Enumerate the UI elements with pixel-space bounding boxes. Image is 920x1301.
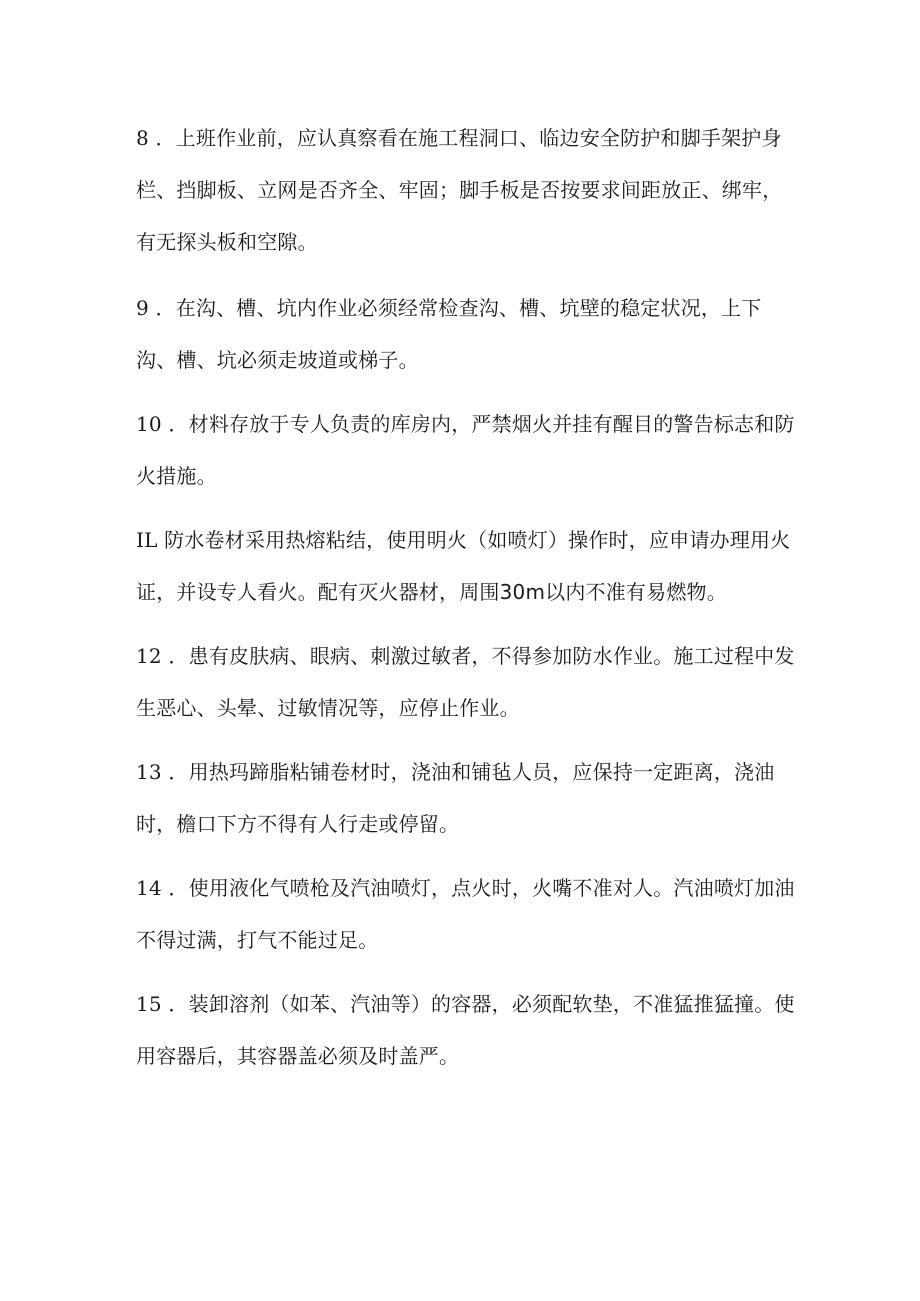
item-text: 用热玛蹄脂粘铺卷材时，浇油和铺毡人员，应保持一定距离，浇油时，檐口下方不得有人行走或停留。 [136,760,775,836]
item-text: 在沟、槽、坑内作业必须经常检查沟、槽、坑壁的稳定状况，上下沟、槽、坑必须走坡道或梯子。 [136,296,762,372]
item-separator: ． [161,412,189,436]
item-text: 装卸溶剂（如苯、汽油等）的容器，必须配软垫，不准猛推猛撞。使用容器后，其容器盖必须及时盖严。 [136,992,795,1068]
rule-item-15 [136,978,796,1082]
item-separator: ． [148,126,176,150]
rule-item-9 [136,282,796,386]
item-text: 患有皮肤病、眼病、刺激过敏者，不得参加防水作业。施工过程中发生恶心、头晕、过敏情况等，应停止作业。 [136,644,795,720]
item-separator: ． [161,760,189,784]
item-text: 使用液化气喷枪及汽油喷灯，点火时，火嘴不准对人。汽油喷灯加油不得过满，打气不能过足。 [136,876,795,952]
item-number: 10 [136,412,162,436]
item-number: IL [136,528,158,552]
item-number: 12 [136,644,162,668]
rule-item-11 [136,514,796,618]
item-number: 15 [136,992,162,1016]
item-separator: ． [161,992,189,1016]
item-number: 9 [136,296,149,320]
item-separator: ． [148,296,176,320]
rule-item-10 [136,398,796,502]
rule-item-14 [136,862,796,966]
item-number: 13 [136,760,162,784]
item-separator: ． [161,644,189,668]
item-number: 8 [136,126,149,150]
item-text: 材料存放于专人负责的库房内，严禁烟火并挂有醒目的警告标志和防火措施。 [136,412,795,488]
item-separator: ． [161,876,189,900]
item-number: 14 [136,876,162,900]
rule-item-12 [136,630,796,734]
item-text: 上班作业前，应认真察看在施工程洞口、临边安全防护和脚手架护身栏、挡脚板、立网是否齐全、牢固；脚手板是否按要求间距放正、绑牢，有无探头板和空隙。 [136,126,783,254]
item-text: 防水卷材采用热熔粘结，使用明火（如喷灯）操作时，应申请办理用火证，并设专人看火。配有灭火器材，周围30m以内不准有易燃物。 [136,528,791,604]
rule-item-13 [136,746,796,850]
rule-item-8 [136,112,796,268]
